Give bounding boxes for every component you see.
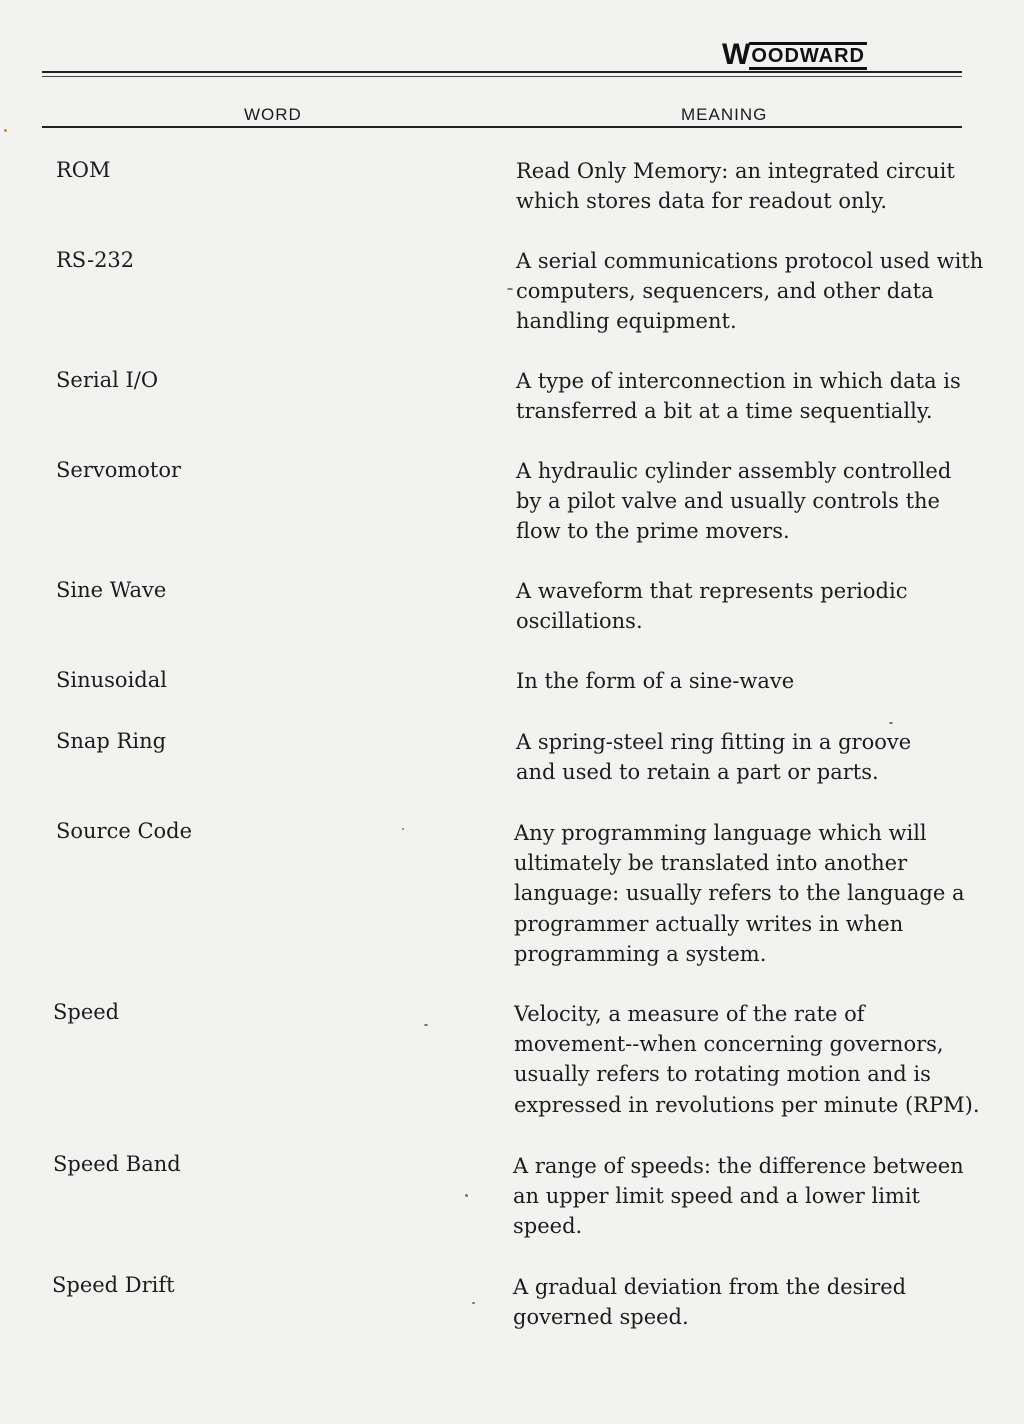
glossary-word: ROM <box>56 158 111 182</box>
scan-speck <box>424 1024 428 1026</box>
glossary-meaning <box>514 999 984 1120</box>
meaning-line: language: usually refers to the language a <box>514 881 965 906</box>
meaning-line: A serial communications protocol used with <box>516 249 984 273</box>
glossary-meaning <box>516 456 986 547</box>
woodward-logo <box>722 38 867 70</box>
meaning-line: and used to retain a part or parts. <box>516 760 879 785</box>
meaning-line: speed. <box>513 1214 583 1239</box>
meaning-line: transferred a bit at a time sequentially. <box>516 399 933 424</box>
logo-initial: W <box>722 38 752 71</box>
meaning-line: oscillations. <box>516 609 643 634</box>
meaning-line: flow to the prime movers. <box>516 519 790 544</box>
glossary-meaning <box>514 818 984 969</box>
meaning-line: A hydraulic cylinder assembly controlled <box>516 459 952 483</box>
glossary-meaning <box>516 727 986 787</box>
glossary-meaning <box>513 1151 983 1242</box>
glossary-word: Source Code <box>56 819 193 843</box>
meaning-line: by a pilot valve and usually controls the <box>516 489 940 514</box>
meaning-line: Any programming language which will <box>514 821 927 845</box>
glossary-word: Sine Wave <box>56 578 167 602</box>
meaning-line: handling equipment. <box>516 309 737 334</box>
glossary-word: Servomotor <box>56 458 182 482</box>
top-rule-thin <box>42 76 962 77</box>
meaning-line: ultimately be translated into another <box>514 851 908 876</box>
meaning-line: an upper limit speed and a lower limit <box>513 1184 920 1209</box>
glossary-word: Speed Band <box>53 1152 181 1176</box>
glossary-word: Speed <box>53 1000 120 1024</box>
glossary-meaning <box>516 576 986 636</box>
meaning-line: A spring-steel ring fitting in a groove <box>516 730 912 754</box>
meaning-line: usually refers to rotating motion and is <box>514 1062 931 1087</box>
meaning-line: In the form of a sine-wave <box>516 669 795 693</box>
glossary-word: RS-232 <box>56 248 135 272</box>
scan-speck <box>4 129 7 132</box>
meaning-line: expressed in revolutions per minute (RPM). <box>514 1092 980 1117</box>
meaning-line: A range of speeds: the difference between <box>513 1154 964 1178</box>
glossary-word: Serial I/O <box>56 368 159 392</box>
meaning-line: Read Only Memory: an integrated circuit <box>516 159 955 183</box>
scan-speck <box>472 1302 475 1304</box>
meaning-line: computers, sequencers, and other data <box>516 279 934 304</box>
glossary-meaning <box>516 366 986 426</box>
meaning-line: A type of interconnection in which data is <box>516 369 961 393</box>
meaning-line: A waveform that represents periodic <box>516 579 908 603</box>
glossary-meaning <box>516 666 986 696</box>
word-column-header: WORD <box>244 105 302 124</box>
meaning-line: governed speed. <box>513 1305 689 1330</box>
meaning-line: programming a system. <box>514 941 767 966</box>
scan-speck <box>507 288 513 290</box>
meaning-line: programmer actually writes in when <box>514 911 904 936</box>
logo-text: OODWARD <box>749 42 867 70</box>
scan-speck <box>465 1194 468 1197</box>
glossary-word: Sinusoidal <box>56 668 167 692</box>
glossary-word: Speed Drift <box>52 1273 175 1297</box>
glossary-meaning <box>516 246 986 337</box>
glossary-meaning <box>516 156 986 216</box>
scan-speck <box>402 828 404 830</box>
meaning-column-header: MEANING <box>681 105 768 124</box>
top-rule <box>42 71 962 73</box>
meaning-line: Velocity, a measure of the rate of <box>514 1002 865 1026</box>
glossary-meaning <box>513 1272 983 1332</box>
meaning-line: movement--when concerning governors, <box>514 1032 944 1057</box>
header-rule <box>42 126 962 128</box>
glossary-word: Snap Ring <box>56 729 167 753</box>
meaning-line: which stores data for readout only. <box>516 189 888 214</box>
meaning-line: A gradual deviation from the desired <box>513 1275 907 1299</box>
scan-speck <box>889 722 893 724</box>
